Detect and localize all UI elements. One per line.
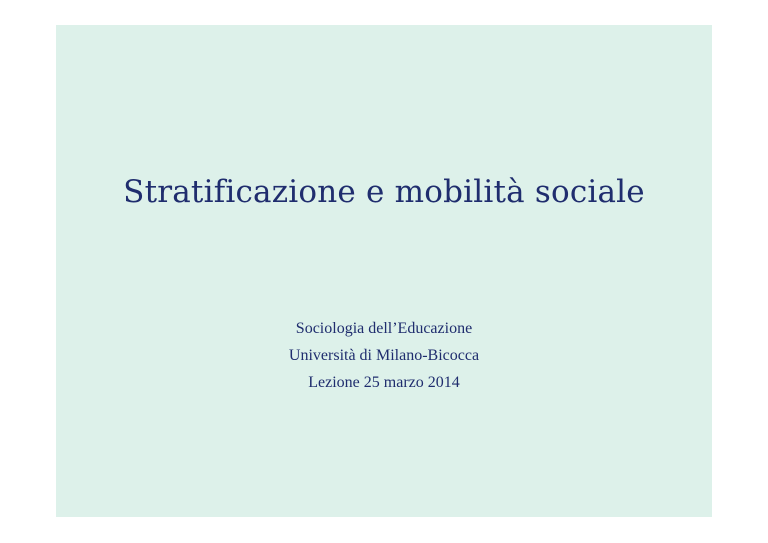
slide-subtitle [0,318,768,399]
course-name: Sociologia dell’Educazione [295,320,473,337]
slide-title: Stratificazione e mobilità sociale [123,174,645,210]
lecture-date: Lezione 25 marzo 2014 [308,374,460,391]
university-name: Università di Milano-Bicocca [288,347,480,364]
slide-background [56,25,712,517]
